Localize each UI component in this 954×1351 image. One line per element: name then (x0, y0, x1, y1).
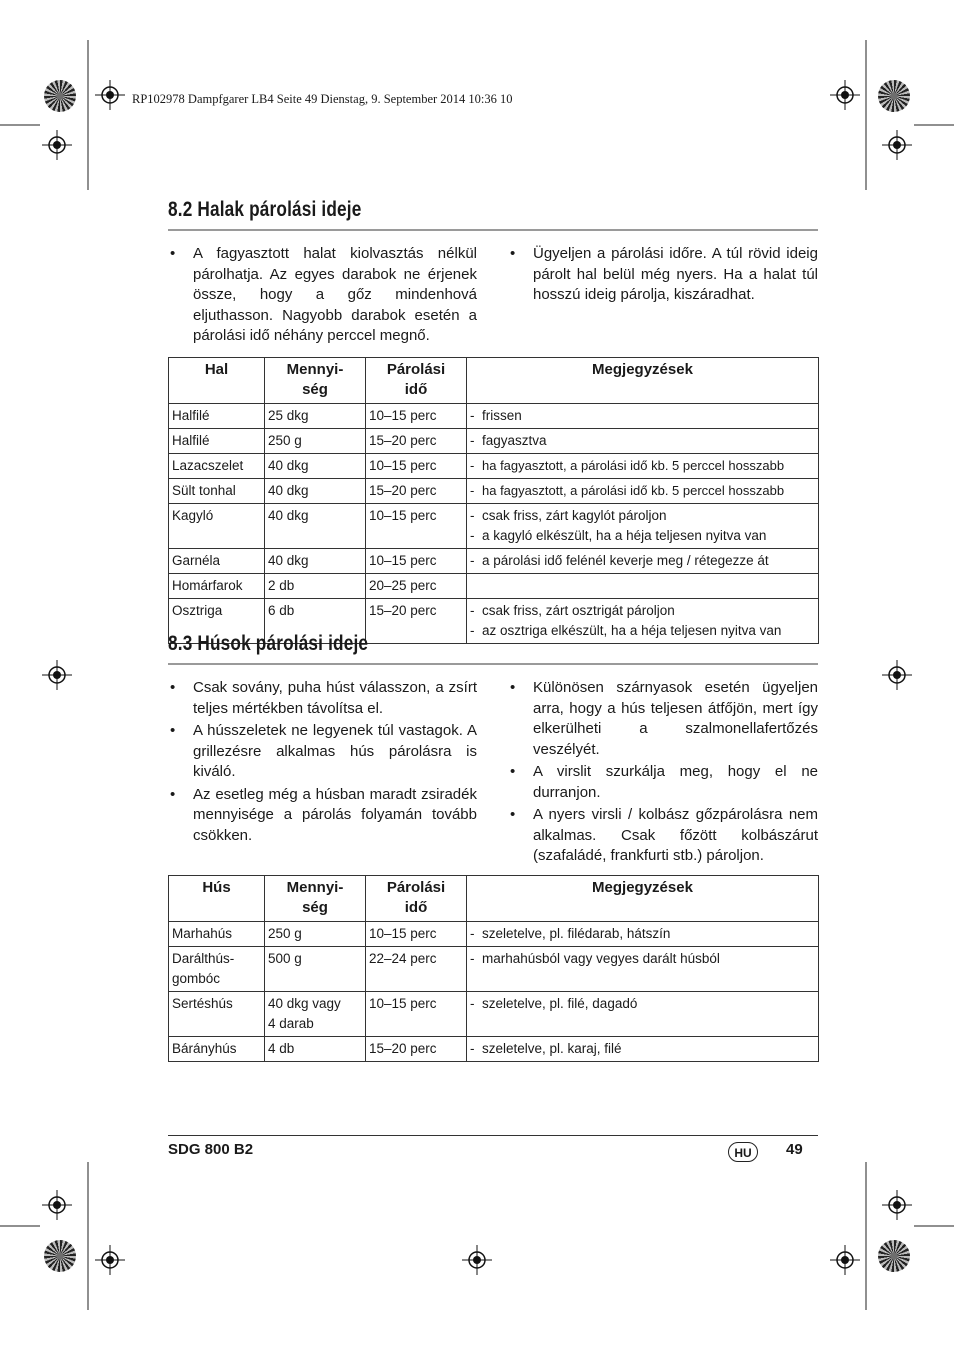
list-item: • Csak sovány, puha húst válasszon, a zsírt teljes mértékben távolítsa el. (170, 679, 477, 717)
footer-model: SDG 800 B2 (168, 1141, 254, 1158)
table-cell: 500 g (265, 947, 366, 992)
meat-left-column (168, 678, 477, 848)
registration-mark-icon (42, 130, 72, 160)
table-cell: Sertéshús (169, 992, 265, 1037)
table-cell: Osztriga (169, 599, 265, 644)
table-cell: 15–20 perc (366, 479, 467, 504)
section-meat-rule (168, 663, 818, 665)
table-cell: 250 g (265, 429, 366, 454)
table-cell: 40 dkg (265, 454, 366, 479)
table-cell: 250 g (265, 922, 366, 947)
registration-mark-icon (830, 80, 860, 110)
list-item: • A fagyasztott halat kiolvasztás nélkül párolhatja. Az egyes darabok ne érjenek össze, hogy a gőz mindenhová eljuthasson. Nagyobb darabok esetén a párolási idő néhány perccel megnő. (170, 245, 477, 344)
page-number: 49 (786, 1141, 803, 1158)
table-header: Mennyi- ség (265, 358, 366, 404)
color-rosette-icon (878, 1240, 910, 1272)
registration-mark-icon (882, 1190, 912, 1220)
table-cell: 10–15 perc (366, 992, 467, 1037)
section-fish-title: 8.2 Halak párolási ideje (168, 198, 362, 221)
registration-mark-icon (95, 80, 125, 110)
table-header: Megjegyzések (467, 358, 819, 404)
table-row (169, 479, 819, 504)
table-cell: Halfilé (169, 404, 265, 429)
table-cell: Lazacszelet (169, 454, 265, 479)
footer-rule (168, 1135, 818, 1136)
table-cell: 6 db (265, 599, 366, 644)
registration-mark-icon (882, 660, 912, 690)
fish-steaming-table (168, 357, 819, 644)
list-item: • Különösen szárnyasok esetén ügyeljen arra, hogy a hús teljesen átfőjön, mert így elkerülheti a szalmonellafertőzés veszélyét. (510, 679, 818, 758)
table-cell: Homárfarok (169, 574, 265, 599)
table-cell: 40 dkg (265, 504, 366, 549)
registration-mark-icon (95, 1245, 125, 1275)
table-cell: - frissen (467, 404, 819, 429)
list-item: • A hússzeletek ne legyenek túl vastagok. A grillezésre alkalmas hús párolásra is kiváló. (170, 722, 477, 780)
table-row (169, 429, 819, 454)
list-item: • A virslit szurkálja meg, hogy el ne durranjon. (510, 763, 818, 801)
table-cell: - marhahúsból vagy vegyes darált húsból (467, 947, 819, 992)
section-fish-rule (168, 229, 818, 231)
table-cell: 25 dkg (265, 404, 366, 429)
table-cell: 22–24 perc (366, 947, 467, 992)
registration-mark-icon (42, 1190, 72, 1220)
table-cell: Bárányhús (169, 1037, 265, 1062)
table-header: Megjegyzések (467, 876, 819, 922)
table-row (169, 504, 819, 549)
table-cell: 10–15 perc (366, 504, 467, 549)
table-cell: 15–20 perc (366, 599, 467, 644)
table-cell: 15–20 perc (366, 1037, 467, 1062)
color-rosette-icon (878, 80, 910, 112)
table-cell: - csak friss, zárt osztrigát pároljon - az osztriga elkészült, ha a héja teljesen nyitva van (467, 599, 819, 644)
table-header: Párolási idő (366, 876, 467, 922)
list-item: • A nyers virsli / kolbász gőzpárolásra nem alkalmas. Csak főzött kolbászárut (szafaládé, frankfurti stb.) pároljon. (510, 806, 818, 864)
list-item: • Ügyeljen a párolási időre. A túl rövid ideig párolt hal belül még nyers. Ha a halat túl hosszú ideig párolja, kiszáradhat. (510, 245, 818, 303)
color-rosette-icon (44, 80, 76, 112)
table-row (169, 454, 819, 479)
color-rosette-icon (44, 1240, 76, 1272)
table-header: Párolási idő (366, 358, 467, 404)
table-cell: Halfilé (169, 429, 265, 454)
table-cell: - csak friss, zárt kagylót pároljon - a kagyló elkészült, ha a héja teljesen nyitva van (467, 504, 819, 549)
registration-mark-icon (42, 660, 72, 690)
list-item: • Az esetleg még a húsban maradt zsiradék mennyisége a párolás folyamán tovább csökken. (170, 785, 477, 844)
table-header: Mennyi- ség (265, 876, 366, 922)
table-cell: Kagyló (169, 504, 265, 549)
table-cell: 20–25 perc (366, 574, 467, 599)
table-cell: 40 dkg (265, 479, 366, 504)
table-cell: 10–15 perc (366, 549, 467, 574)
fish-right-column (508, 244, 818, 308)
table-cell: 10–15 perc (366, 922, 467, 947)
table-header: Hús (169, 876, 265, 922)
registration-mark-icon (462, 1245, 492, 1275)
table-cell: 15–20 perc (366, 429, 467, 454)
table-cell: 10–15 perc (366, 404, 467, 429)
table-row (169, 947, 819, 992)
table-cell: - szeletelve, pl. filé, dagadó (467, 992, 819, 1037)
table-cell: - ha fagyasztott, a párolási idő kb. 5 perccel hosszabb (467, 479, 819, 504)
language-badge: HU (728, 1142, 758, 1162)
table-row (169, 404, 819, 429)
table-cell: Darálthús- gombóc (169, 947, 265, 992)
table-row (169, 922, 819, 947)
table-row (169, 549, 819, 574)
table-row (169, 574, 819, 599)
table-cell: 10–15 perc (366, 454, 467, 479)
table-cell: 2 db (265, 574, 366, 599)
registration-mark-icon (830, 1245, 860, 1275)
table-cell: 40 dkg vagy 4 darab (265, 992, 366, 1037)
table-cell: - a párolási idő felénél keverje meg / rétegezze át (467, 549, 819, 574)
table-cell: 4 db (265, 1037, 366, 1062)
registration-mark-icon (882, 130, 912, 160)
table-cell: Marhahús (169, 922, 265, 947)
table-cell: - fagyasztva (467, 429, 819, 454)
fish-left-column (168, 244, 477, 349)
table-row (169, 1037, 819, 1062)
table-cell: - szeletelve, pl. karaj, filé (467, 1037, 819, 1062)
table-cell: Garnéla (169, 549, 265, 574)
meat-steaming-table (168, 875, 819, 1062)
table-header: Hal (169, 358, 265, 404)
table-cell: 40 dkg (265, 549, 366, 574)
table-cell: - ha fagyasztott, a párolási idő kb. 5 perccel hosszabb (467, 454, 819, 479)
print-header: RP102978 Dampfgarer LB4 Seite 49 Dienstag, 9. September 2014 10:36 10 (132, 92, 513, 106)
table-cell: - szeletelve, pl. filédarab, hátszín (467, 922, 819, 947)
table-cell: Sült tonhal (169, 479, 265, 504)
meat-right-column (508, 678, 818, 869)
table-cell (467, 574, 819, 599)
table-row (169, 992, 819, 1037)
section-meat-title: 8.3 Húsok párolási ideje (168, 632, 369, 655)
